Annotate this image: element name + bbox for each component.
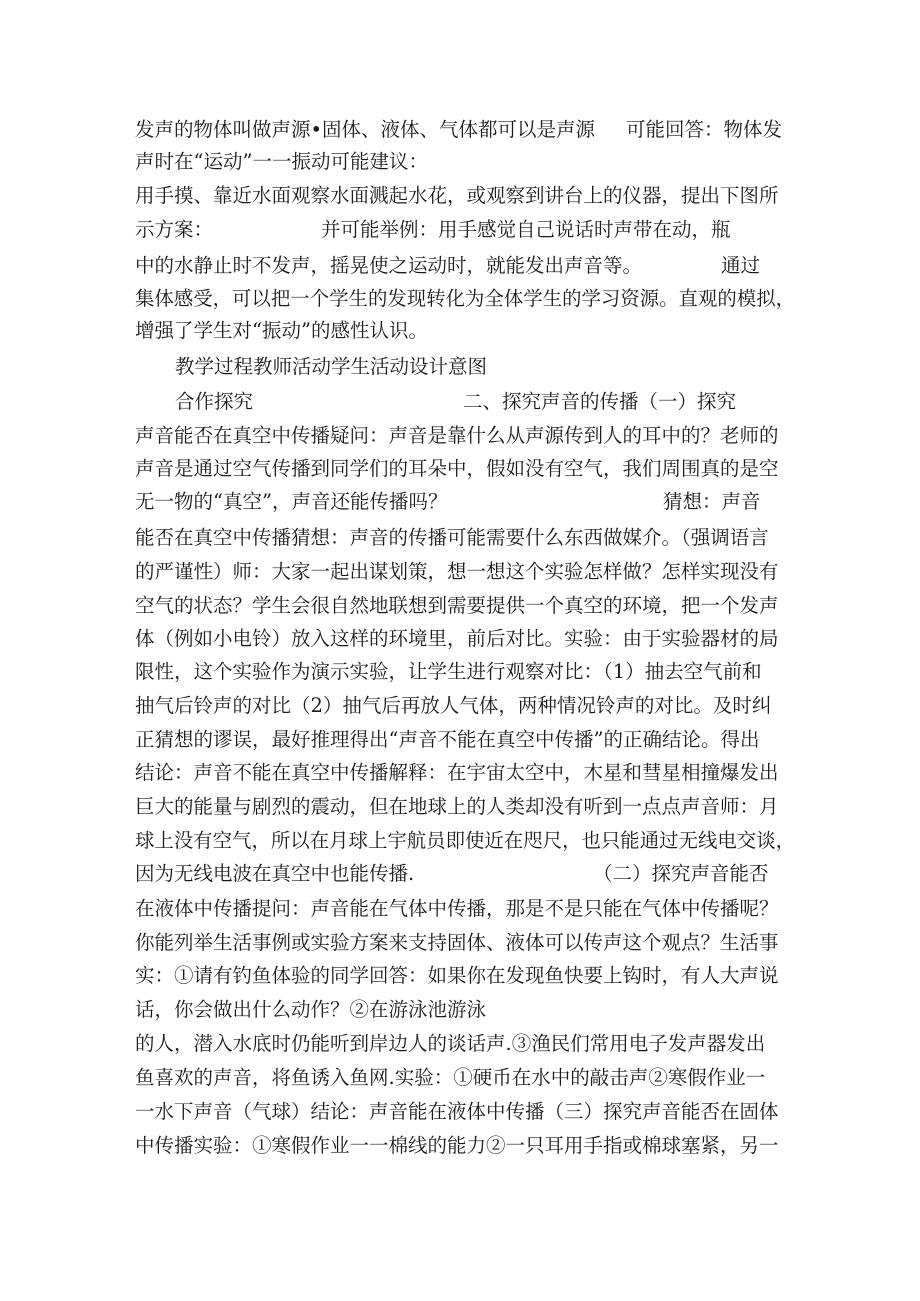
text-segment: 中传播实验：①寒假作业一一棉线的能力②一只耳用手指或棉球塞紧，另一: [135, 1134, 779, 1157]
text-segment: 限性，这个实验作为演示实验，让学生进行观察对比：（1）抽去空气前和: [135, 660, 762, 683]
text-segment: 二、探究声音的传播（一）探究: [463, 390, 737, 413]
text-segment: 因为无线电波在真空中也能传播.: [135, 862, 415, 885]
text-segment: 鱼喜欢的声音，将鱼诱入鱼网.实验：①硬币在水中的敲击声②寒假作业一: [135, 1066, 766, 1089]
text-segment: 用手摸、靠近水面观察水面溅起水花，或观察到讲台上的仪器，提出下图所: [135, 184, 779, 207]
text-segment: 在液体中传播提问：声音能在气体中传播，那是不是只能在气体中传播呢？: [135, 897, 779, 920]
text-segment: 合作探究: [175, 390, 254, 413]
text-segment: 教学过程教师活动学生活动设计意图: [175, 355, 488, 378]
text-segment: 声音是通过空气传播到同学们的耳朵中，假如没有空气，我们周围真的是空: [135, 457, 779, 480]
text-segment: 巨大的能量与剧烈的震动，但在地球上的人类却没有听到一点点声音师：月: [135, 795, 779, 818]
text-segment: 的人，潜入水底时仍能听到岸边人的谈话声.③渔民们常用电子发声器发出: [135, 1032, 766, 1055]
text-segment: 能否在真空中传播猜想：声音的传播可能需要什么东西做媒介。（强调语言: [135, 526, 769, 549]
text-segment: 通过: [721, 254, 761, 277]
text-segment: 可能回答：物体发: [626, 118, 783, 141]
text-segment: 话，你会做出什么动作？②在游泳池游泳: [135, 998, 487, 1021]
text-segment: 中的水静止时不发声，摇晃使之运动时，就能发出声音等。: [135, 254, 643, 277]
text-segment: 球上没有空气，所以在月球上宇航员即使近在咫尺，也只能通过无线电交谈，: [135, 829, 796, 852]
text-segment: 的严谨性）师：大家一起出谋划策，想一想这个实验怎样做？怎样实现没有: [135, 560, 779, 583]
text-segment: 空气的状态？学生会很自然地联想到需要提供一个真空的环境，把一个发声: [135, 594, 779, 617]
text-segment: 体（例如小电铃）放入这样的环境里，前后对比。实验：由于实验器材的局: [135, 627, 779, 650]
text-segment: 一水下声音（气球）结论：声音能在液体中传播（三）探究声音能否在固体: [135, 1100, 779, 1123]
text-segment: 发声的物体叫做声源•固体、液体、气体都可以是声源: [135, 118, 596, 141]
text-segment: 猜想：声音: [663, 490, 761, 513]
text-segment: （二）探究声音能否: [593, 862, 769, 885]
text-segment: 声音能否在真空中传播疑问：声音是靠什么从声源传到人的耳中的？老师的: [135, 424, 779, 447]
text-segment: 集体感受，可以把一个学生的发现转化为全体学生的学习资源。直观的模拟，: [135, 287, 796, 310]
text-segment: 增强了学生对“振动”的感性认识。: [135, 319, 428, 342]
text-segment: 你能列举生活事例或实验方案来支持固体、液体可以传声这个观点？生活事: [135, 931, 779, 954]
text-segment: 声时在“运动”一一振动可能建议：: [135, 150, 428, 173]
text-segment: 并可能举例：用手感觉自己说话时声带在动，瓶: [321, 218, 731, 241]
text-segment: 实：①请有钓鱼体验的同学回答：如果你在发现鱼快要上钩时，有人大声说: [135, 964, 779, 987]
text-segment: 结论：声音不能在真空中传播解释：在宇宙太空中，木星和彗星相撞爆发出: [135, 761, 779, 784]
text-segment: 抽气后铃声的对比（2）抽气后再放人气体，两种情况铃声的对比。及时纠: [135, 694, 772, 717]
text-segment: 正猜想的谬误，最好推理得出“声音不能在真空中传播”的正确结论。得出: [135, 728, 760, 751]
text-segment: 示方案：: [135, 218, 214, 241]
text-segment: 无一物的“真空”，声音还能传播吗？: [135, 490, 448, 513]
